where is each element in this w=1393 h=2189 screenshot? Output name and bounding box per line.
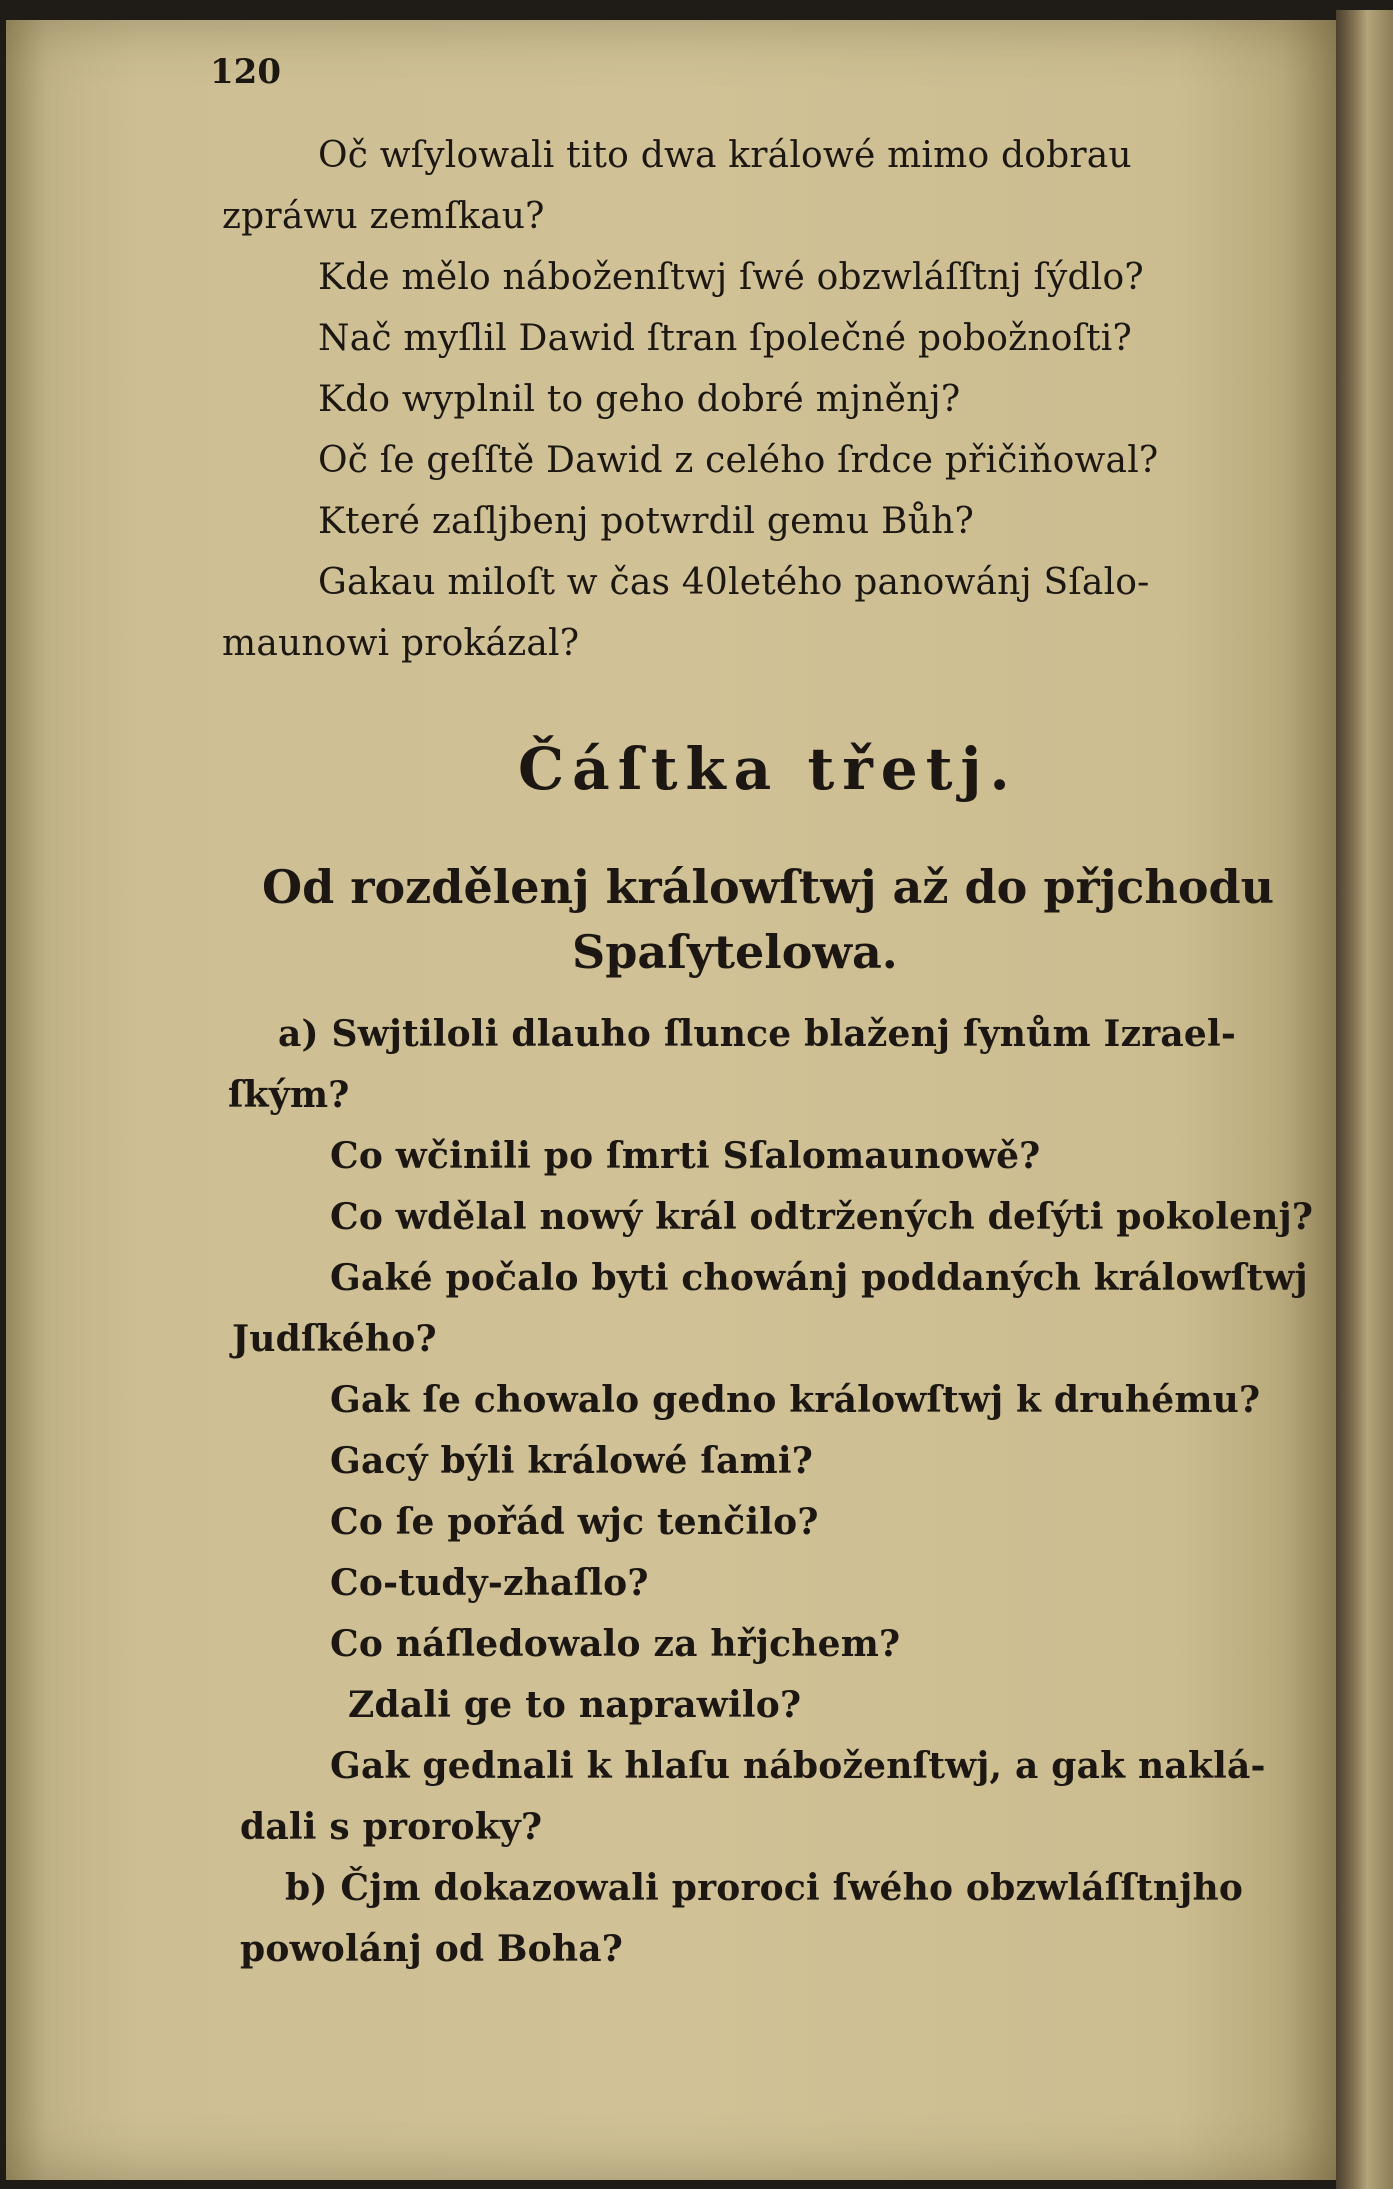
text-line: Co wdělal nowý král odtržených deſýti pokolenj? xyxy=(330,1196,1314,1238)
text-line: Co wčinili po ſmrti Sſalomaunowě? xyxy=(330,1135,1041,1177)
section-subheading: Spaſytelowa. xyxy=(572,925,898,979)
text-line: Gak gednali k hlaſu náboženſtwj, a gak naklá- xyxy=(330,1745,1266,1787)
text-line: Judſkého? xyxy=(232,1318,437,1360)
text-line: maunowi prokázal? xyxy=(222,623,580,664)
text-line: dali s proroky? xyxy=(240,1806,543,1848)
text-line: ſkým? xyxy=(228,1074,350,1116)
page-number: 120 xyxy=(210,52,281,92)
text-line: powolánj od Boha? xyxy=(240,1928,624,1970)
text-line: Gaké počalo byti chowánj poddaných králowſtwj xyxy=(330,1257,1308,1299)
text-line: Kdo wyplnil to geho dobré mjněnj? xyxy=(318,379,961,420)
text-line: a) Swjtiloli dlauho ſlunce blaženj ſynům Izrael- xyxy=(278,1013,1237,1055)
text-line: Nač myſlil Dawid ſtran ſpolečné pobožnoſti? xyxy=(318,318,1133,359)
text-line: Co ſe pořád wjc tenčilo? xyxy=(330,1501,819,1543)
text-line: Které zaſljbenj potwrdil gemu Bůh? xyxy=(318,501,974,542)
text-line: Co-tudy-zhaſlo? xyxy=(330,1562,649,1604)
text-line: Gacý býli králowé ſami? xyxy=(330,1440,814,1482)
next-page-edge xyxy=(1336,10,1393,2189)
text-line: Gak ſe chowalo gedno králowſtwj k druhému? xyxy=(330,1379,1261,1421)
text-line: b) Čjm dokazowali proroci ſwého obzwláſſtnjho xyxy=(285,1867,1244,1909)
text-line: zpráwu zemſkau? xyxy=(222,196,545,237)
section-subheading: Od rozdělenj králowſtwj až do přjchodu xyxy=(262,860,1275,914)
text-line: Gakau miloſt w čas 40letého panowánj Sſalo- xyxy=(318,562,1150,603)
text-line: Kde mělo náboženſtwj ſwé obzwláſſtnj ſýdlo? xyxy=(318,257,1144,298)
text-line: Oč wſylowali tito dwa králowé mimo dobrau xyxy=(318,135,1132,176)
section-heading: Čáſtka třetj. xyxy=(518,735,1018,803)
text-line: Oč ſe geſſtě Dawid z celého ſrdce přičiňowal? xyxy=(318,440,1159,481)
text-line: Zdali ge to naprawilo? xyxy=(348,1684,802,1726)
text-line: Co náſledowalo za hřjchem? xyxy=(330,1623,901,1665)
